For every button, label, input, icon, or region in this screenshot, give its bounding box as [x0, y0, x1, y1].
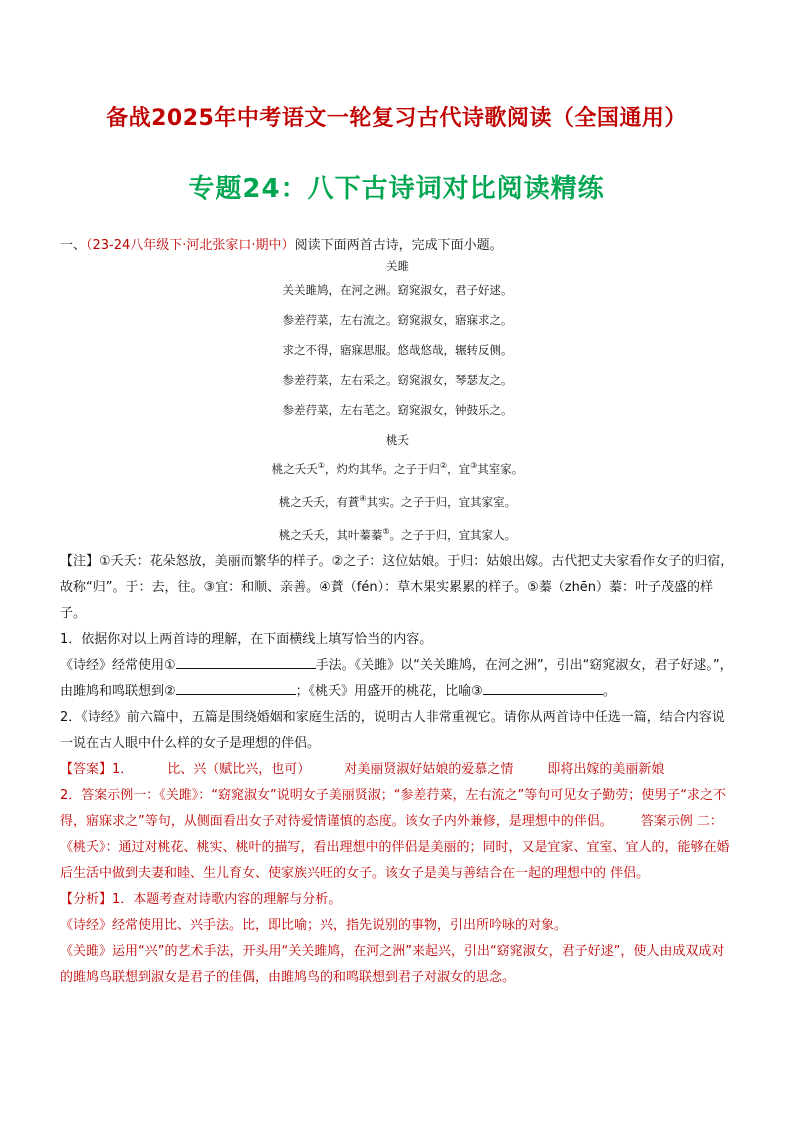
answer-2-example-2: 答案示例 二：《桃夭》：通过对桃花、桃实、桃叶的描写，看出理想中的伴侣是美丽的；同时，又是宜家、宜室、宜人的，能够在婚后生活中做到夫妻和睦、生儿育女、使家族兴旺的女子。该女子是美与善结合在一起的理想中的 伴侣。 — [60, 814, 730, 882]
subquestion-2: 2．《诗经》前六篇中，五篇是围绕婚姻和家庭生活的，说明古人非常重视它。请你从两首诗中任选一篇，结合内容说一说在古人眼中什么样的女子是理想的伴侣。 — [60, 710, 725, 752]
answer-blank-1[interactable] — [176, 654, 316, 669]
fill-text: 。 — [602, 684, 616, 700]
question-instruction: 阅读下面两首古诗，完成下面小题。 — [294, 238, 503, 253]
poem-text: ，灼灼其华。之子于归 — [324, 461, 440, 476]
footnote-marker: ① — [317, 461, 325, 470]
answer-1-1: 比、兴（赋比兴，也可） — [167, 762, 311, 778]
poem-text: ，宜 — [447, 461, 471, 476]
question-source: （23-24八年级下·河北张家口·期中） — [86, 238, 295, 253]
answer-line-1 — [60, 757, 735, 783]
fill-text: 手法。《关雎》以“关关雎鸠，在河之洲”，引出“窈窕淑女，君子好逑。”，由雎鸠和鸣联想到② — [60, 658, 733, 700]
poem-notes: 【注】①夭夭：花朵怒放，美丽而繁华的样子。②之子：这位姑娘。于归：姑娘出嫁。古代把丈夫家看作女子的归宿，故称“归”。于：去，往。③宜：和顺、亲善。④蕡（fén）：草木果实累累的样子。⑤蓁（zhēn）蓁：叶子茂盛的样子。 — [60, 554, 734, 622]
subquestion-1: 1．依据你对以上两首诗的理解，在下面横线上填写恰当的内容。 — [60, 632, 433, 648]
footnote-marker: ③ — [470, 461, 478, 470]
analysis-line-2: 《诗经》经常使用比、兴手法。比，即比喻；兴，指先说别的事物，引出所吟咏的对象。 — [60, 918, 568, 934]
question-number: 一、 — [60, 238, 87, 253]
answer-blank-3[interactable] — [483, 680, 603, 695]
poem2-line — [60, 451, 735, 484]
document-title: 备战2025年中考语文一轮复习古代诗歌阅读（全国通用） — [106, 106, 687, 131]
fill-text: 《诗经》经常使用① — [60, 658, 176, 674]
footnote-marker: ⑤ — [382, 526, 390, 536]
document-body — [60, 233, 735, 991]
poem-text: 。之子于归，宜其家人。 — [389, 527, 517, 542]
poem1-line: 参差荇菜，左右芼之。窈窕淑女，钟鼓乐之。 — [282, 403, 513, 417]
answer-number: 1． — [112, 762, 134, 778]
poem2-line — [60, 517, 735, 550]
analysis-line-3: 《关雎》运用“兴”的艺术手法，开头用“关关雎鸠，在河之洲”来起兴，引出“窈窕淑女，君子好逑”，使人由成双成对的雎鸠鸟联想到淑女是君子的佳偶，由雎鸠鸟的和鸣联想到君子对淑女的思念。 — [60, 944, 725, 986]
fill-in-blanks — [60, 653, 735, 705]
fill-text: ；《桃夭》用盛开的桃花，比喻③ — [295, 684, 483, 700]
poem2-title: 桃夭 — [386, 433, 409, 447]
analysis-line-1 — [60, 887, 735, 913]
poem-text: 其实。之子于归，宜其家室。 — [366, 494, 517, 509]
poem1-title: 关雎 — [386, 259, 409, 273]
poem-text: 桃之夭夭，其叶蓁蓁 — [278, 527, 383, 542]
answer-1-2: 对美丽贤淑好姑娘的爱慕之情 — [344, 762, 514, 778]
analysis-label: 【分析】 — [60, 892, 113, 908]
poem1-line: 求之不得，寤寐思服。悠哉悠哉，辗转反侧。 — [282, 343, 513, 357]
analysis-text: 1．本题考查对诗歌内容的理解与分析。 — [112, 892, 342, 908]
answer-1-3: 即将出嫁的美丽新娘 — [547, 762, 665, 778]
poem-text: 桃之夭夭，有蕡 — [278, 494, 360, 509]
poem-text: 桃之夭夭 — [271, 461, 318, 476]
poem1-line: 参差荇菜，左右流之。窈窕淑女，寤寐求之。 — [282, 313, 513, 327]
question-heading — [60, 233, 735, 259]
poem1-line: 关关雎鸠，在河之洲。窈窕淑女，君子好逑。 — [282, 283, 513, 297]
answer-2-example-1: 2．答案示例一：《关雎》：“窈窕淑女”说明女子美丽贤淑；“参差荇菜，左右流之”等句可见女子勤劳；使男子“求之不得，寤寐求之”等句，从侧面看出女子对待爱情谨慎的态度。该女子内外兼修，是理想中的伴侣。 — [60, 788, 726, 830]
answer-blank-2[interactable] — [176, 680, 296, 695]
poem1-line: 参差荇菜，左右采之。窈窕淑女，琴瑟友之。 — [282, 373, 513, 387]
poem2-line — [60, 484, 735, 517]
document-subtitle: 专题24：八下古诗词对比阅读精练 — [188, 174, 605, 204]
answer-label: 【答案】 — [60, 762, 113, 778]
answer-2 — [60, 783, 735, 887]
footnote-marker: ② — [439, 461, 448, 470]
footnote-marker: ④ — [359, 493, 367, 503]
poem-text: 其室家。 — [477, 461, 524, 476]
